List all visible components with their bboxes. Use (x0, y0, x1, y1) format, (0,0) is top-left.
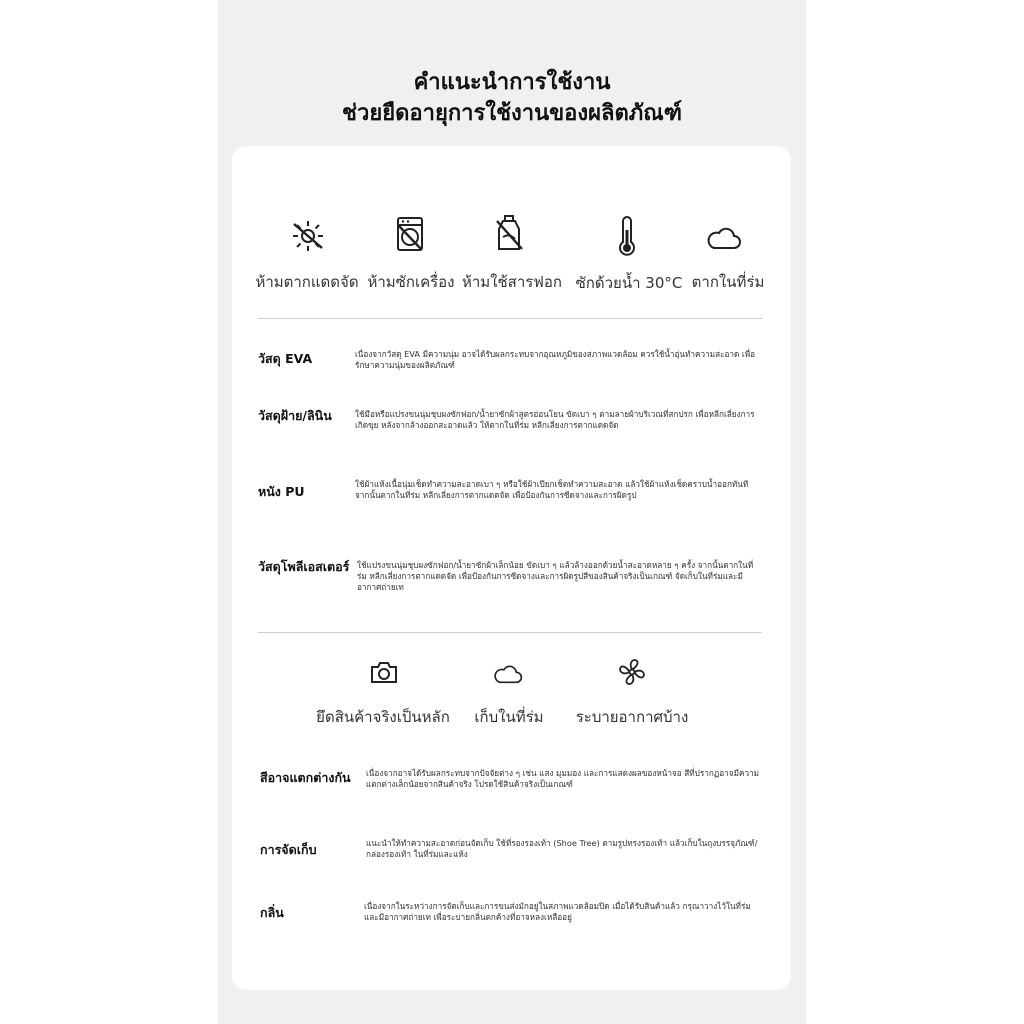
material-label-cotton: วัสดุฝ้าย/ลินิน (258, 408, 332, 423)
page-title: คำแนะนำการใช้งาน (413, 70, 611, 95)
note-text-storage: แนะนำให้ทำความสะอาดก่อนจัดเก็บ ใช้ที่รองรองเท้า (Shoe Tree) ตามรูปทรงรองเท้า แล้วเก็บในถุงบรรจุภัณฑ์/กล่องรองเท้า ในที่ร่มและแห้ง (366, 838, 758, 859)
care-label-water-temp: ซักด้วยน้ำ 30°C (575, 274, 683, 292)
thermometer-icon (575, 214, 679, 258)
no-sun-icon (256, 216, 360, 256)
storage-label-real-product: ยึดสินค้าจริงเป็นหลัก (316, 708, 450, 726)
page-subtitle: ช่วยยืดอายุการใช้งานของผลิตภัณฑ์ (342, 101, 682, 126)
divider (258, 318, 762, 319)
cloud-icon (456, 659, 560, 689)
care-label-no-sun: ห้ามตากแดดจัด (255, 273, 359, 291)
care-label-shade-dry: ตากในที่ร่ม (691, 273, 765, 291)
material-label-eva: วัสดุ EVA (258, 351, 313, 366)
note-text-color: เนื่องจากอาจได้รับผลกระทบจากปัจจัยต่าง ๆ เช่น แสง มุมมอง และการแสดงผลของหน้าจอ สีที่ปรากฏอาจมีความแตกต่างเล็กน้อยจากสินค้าจริง โปรดใช้สินค้าจริงเป็นเกณฑ์ (366, 768, 760, 789)
cloud-icon (672, 220, 776, 256)
storage-label-shade: เก็บในที่ร่ม (474, 708, 544, 726)
material-text-pu: ใช้ผ้าแห้งเนื้อนุ่มเช็ดทำความสะอาดเบา ๆ หรือใช้ผ้าเปียกเช็ดทำความสะอาด แล้วใช้ผ้าแห้งเช็ดคราบน้ำออกทันที จากนั้นตากในที่ร่ม หลีกเลี่ยงการตากแดดจัด เพื่อป้องกันการซีดจางและการผิดรูป (355, 479, 749, 500)
note-label-odor: กลิ่น (260, 905, 284, 920)
material-text-eva: เนื่องจากวัสดุ EVA มีความนุ่ม อาจได้รับผลกระทบจากอุณหภูมิของสภาพแวดล้อม ควรใช้น้ำอุ่นทำความสะอาด เพื่อรักษาความนุ่มของผลิตภัณฑ์ (355, 349, 756, 370)
note-label-storage: การจัดเก็บ (260, 842, 317, 857)
material-text-cotton: ใช้มือหรือแปรงขนนุ่มชุบผงซักฟอก/น้ำยาซักผ้าสูตรอ่อนโยน ขัดเบา ๆ ตามลายผ้าบริเวณที่สกปรก เพื่อหลีกเลี่ยงการเกิดขุย หลังจากล้างออกสะอาดแล้ว ให้ตากในที่ร่ม หลีกเลี่ยงการตากแดดจัด (355, 409, 755, 430)
no-detergent-icon (457, 213, 561, 253)
material-label-pu: หนัง PU (258, 484, 305, 499)
care-label-no-machine-wash: ห้ามซักเครื่อง (367, 273, 455, 291)
material-text-polyester: ใช้แปรงขนนุ่มชุบผงซักฟอก/น้ำยาซักผ้าเล็กน้อย ขัดเบา ๆ แล้วล้างออกด้วยน้ำสะอาดหลาย ๆ ครั้ง จากนั้นตากในที่ร่ม หลีกเลี่ยงการตากแดดจัด เพื่อป้องกันการซีดจางและการผิดรูปสีของสินค้าจริงเป็นเกณฑ์ จัดเก็บในที่ร่มและมีอากาศถ่ายเท (357, 560, 754, 592)
storage-label-ventilate: ระบายอากาศบ้าง (575, 708, 689, 726)
note-text-odor: เนื่องจากในระหว่างการจัดเก็บและการขนส่งมักอยู่ในสภาพแวดล้อมปิด เมื่อได้รับสินค้าแล้ว กรุณาวางไว้ในที่ร่มและมีอากาศถ่ายเท เพื่อระบายกลิ่นตกค้างที่อาจหลงเหลืออยู่ (364, 901, 751, 922)
fan-icon (580, 656, 684, 688)
camera-icon (332, 657, 436, 687)
care-label-no-detergent: ห้ามใช้สารฟอก (461, 273, 563, 291)
material-label-polyester: วัสดุโพลีเอสเตอร์ (258, 559, 350, 574)
divider (258, 632, 762, 633)
no-machine-wash-icon (358, 214, 462, 254)
note-label-color: สีอาจแตกต่างกัน (260, 770, 351, 785)
